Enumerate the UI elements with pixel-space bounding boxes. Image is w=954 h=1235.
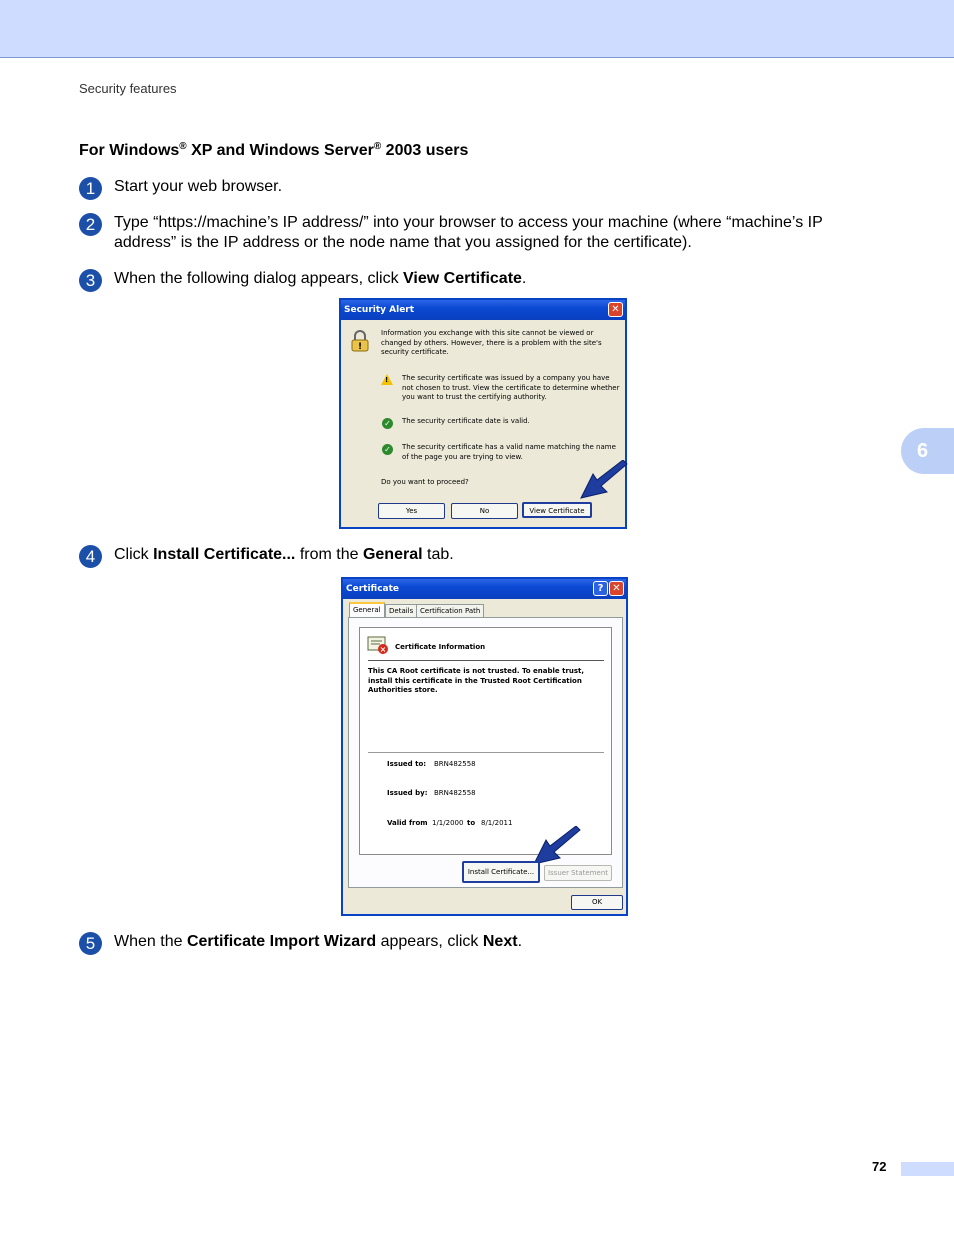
arrow-pointer-icon (579, 460, 629, 500)
chapter-tab: 6 (901, 428, 954, 474)
help-icon[interactable]: ? (593, 581, 608, 596)
dialog-titlebar: Certificate ? ✕ (343, 579, 626, 599)
step-badge: 4 (79, 545, 102, 568)
ok-button[interactable]: OK (571, 895, 623, 910)
yes-button[interactable]: Yes (378, 503, 445, 519)
section-heading: For Windows® XP and Windows Server® 2003 users (79, 141, 469, 159)
security-alert-dialog: Security Alert ✕ ! Information you exchange with this site cannot be viewed or changed by others. However, there is a problem with the site's security certificate. ! The security certificate was issued by a company you have not chosen to trust. View the certificate to determine whether you want to trust the certifying authority. ✓ The security certificate date is valid. ✓ The security certificate has a valid name matching the name of the page you are trying to view. Do you want to proceed? Yes No View Certificate (339, 298, 627, 529)
certificate-error-icon (367, 635, 389, 655)
lock-icon (350, 330, 370, 352)
page-number: 72 (872, 1159, 887, 1174)
check-icon: ✓ (382, 418, 393, 429)
issuer-statement-button: Issuer Statement (544, 865, 612, 881)
step-badge: 2 (79, 213, 102, 236)
tab-certification-path[interactable]: Certification Path (416, 604, 484, 618)
running-title: Security features (79, 81, 177, 96)
install-certificate-button[interactable]: Install Certificate... (462, 861, 540, 883)
step-badge: 3 (79, 269, 102, 292)
step-badge: 5 (79, 932, 102, 955)
step-badge: 1 (79, 177, 102, 200)
close-icon[interactable]: ✕ (608, 302, 623, 317)
general-tab-panel (348, 617, 623, 888)
tab-details[interactable]: Details (385, 604, 417, 618)
dialog-titlebar: Security Alert ✕ (341, 300, 625, 320)
step-2: 2 Type “https://machine’s IP address/” into your browser to access your machine (where “machine’s IP address” is the IP address or the node name that you assigned for the certificate). (79, 213, 879, 253)
divider (368, 660, 604, 661)
svg-text:×: × (379, 645, 387, 654)
certificate-info-box: × Certificate Information This CA Root certificate is not trusted. To enable trust, install this certificate in the Trusted Root Certification Authorities store. Issued to: BRN482558 Issued by: BRN482558 Valid from 1/1/2000 to 8/1/2011 (359, 627, 612, 855)
close-icon[interactable]: ✕ (609, 581, 624, 596)
step-3: 3 When the following dialog appears, click View Certificate. (79, 269, 879, 289)
divider (368, 752, 604, 753)
step-1: 1 Start your web browser. (79, 177, 879, 197)
step-4: 4 Click Install Certificate... from the General tab. (79, 545, 879, 565)
check-icon: ✓ (382, 444, 393, 455)
arrow-pointer-icon (532, 826, 582, 866)
header-band (0, 0, 954, 58)
tab-general[interactable]: General (349, 602, 385, 618)
view-certificate-button[interactable]: View Certificate (522, 502, 592, 518)
no-button[interactable]: No (451, 503, 518, 519)
step-5: 5 When the Certificate Import Wizard appears, click Next. (79, 932, 879, 952)
certificate-dialog (341, 577, 628, 916)
warning-icon: ! (381, 374, 393, 385)
footer-bar (901, 1162, 954, 1176)
svg-text:!: ! (357, 342, 363, 352)
